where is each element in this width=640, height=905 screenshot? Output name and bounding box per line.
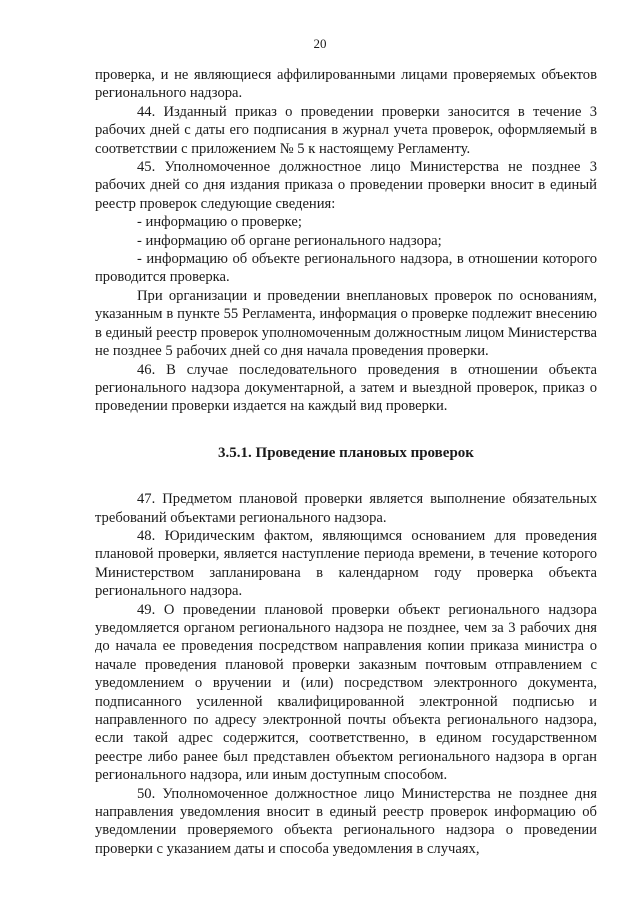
list-item-object-info: - информацию об объекте регионального надзора, в отношении которого проводится проверка. <box>95 251 597 286</box>
section-heading: 3.5.1. Проведение плановых проверок <box>218 444 474 461</box>
paragraph-unplanned-inspections: При организации и проведении внеплановых проверок по основаниям, указанным в пункте 55 Регламента, информация о проверке подлежит внесению в единый реестр проверок уполномоченным должностным лицом Министерства не позднее 5 рабочих дней со дня начала проведения проверки. <box>95 287 597 360</box>
paragraph-44: 44. Изданный приказ о проведении проверки заносится в течение 3 рабочих дней с даты его подписания в журнал учета проверок, оформляемый в соответствии с приложением № 5 к настоящему Регламенту. <box>95 103 597 157</box>
page-number: 20 <box>313 36 327 51</box>
paragraph-47: 47. Предметом плановой проверки является выполнение обязательных требований объектами регионального надзора. <box>95 491 597 526</box>
paragraph-49: 49. О проведении плановой проверки объект регионального надзора уведомляется органом регионального надзора не позднее, чем за 3 рабочих дня до начала ее проведения посредством направления копии приказа министра о начале проведения плановой проверки заказным почтовым отправлением с уведомлением о вручении и (или) посредством электронного документа, подписанного усиленной квалифицированной электронной подписью и направленного по адресу электронной почты объекта регионального надзора, если такой адрес содержится, соответственно, в едином государственном реестре либо ранее был представлен объектом регионального надзора в орган регионального надзора, или иным доступным способом. <box>95 601 597 784</box>
list-item-authority-info: - информацию об органе регионального надзора; <box>137 232 442 249</box>
document-body <box>95 66 597 858</box>
paragraph-45: 45. Уполномоченное должностное лицо Министерства не позднее 3 рабочих дней со дня издания приказа о проведении проверки вносит в единый реестр проверок следующие сведения: <box>95 159 597 212</box>
paragraph-50: 50. Уполномоченное должностное лицо Министерства не позднее дня направления уведомления вносит в единый реестр проверок информацию об уведомлении проверяемого объекта регионального надзора о проведении проверки с указанием даты и способа уведомления в случаях, <box>95 785 597 857</box>
paragraph-48: 48. Юридическим фактом, являющимся основанием для проведения плановой проверки, является наступление периода времени, в течение которого Министерством запланирована в календарном году проверка объекта регионального надзора. <box>95 527 597 600</box>
list-item-inspection-info: - информацию о проверке; <box>137 214 302 231</box>
paragraph-continuation: проверка, и не являющиеся аффилированными лицами проверяемых объектов регионального надзора. <box>95 67 597 102</box>
paragraph-46: 46. В случае последовательного проведения в отношении объекта регионального надзора документарной, а затем и выездной проверок, приказ о проведении проверки издается на каждый вид проверки. <box>95 361 597 415</box>
